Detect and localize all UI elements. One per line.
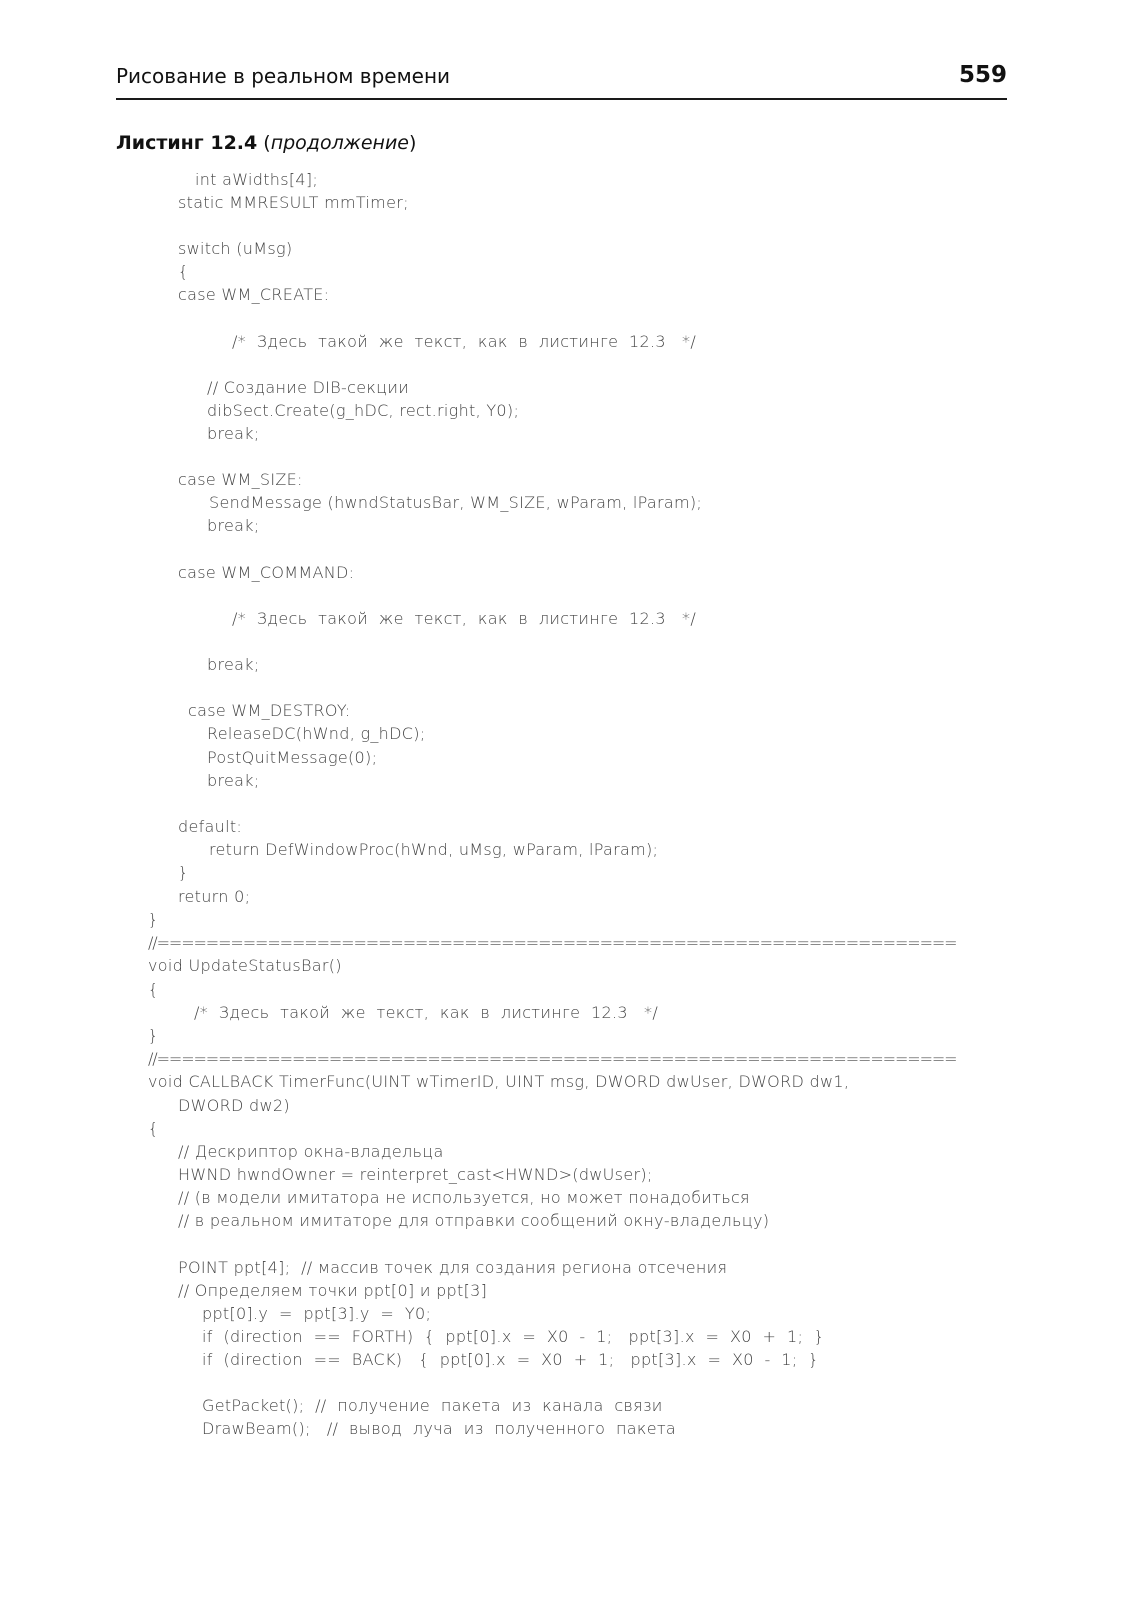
code-line: DWORD dw2) [178,1096,290,1115]
code-line: // в реальном имитаторе для отправки сообщений окну-владельцу) [178,1211,770,1230]
code-line: } [148,1026,159,1045]
code-line: static MMRESULT mmTimer; [178,193,409,212]
code-line: // Определяем точки ppt[0] и ppt[3] [178,1281,488,1300]
code-line: break; [207,655,260,674]
code-line: PostQuitMessage(0); [207,748,378,767]
code-line: DrawBeam(); // вывод луча из полученного пакета [202,1419,677,1438]
code-line: break; [207,771,260,790]
code-line: ReleaseDC(hWnd, g_hDC); [207,724,426,743]
code-line: // (в модели имитатора не используется, но может понадобиться [178,1188,750,1207]
listing-label: Листинг 12.4 [116,132,258,154]
code-line: { [148,1119,159,1138]
code-line: { [178,262,189,281]
page-number: 559 [958,62,1007,88]
code-line: { [148,980,159,999]
code-line: // Создание DIB-секции [207,378,410,397]
code-line: if (direction == BACK) { ppt[0].x = X0 + 1; ppt[3].x = X0 - 1; } [202,1350,819,1369]
code-line: } [178,863,189,882]
code-line: default: [178,817,243,836]
code-line: GetPacket(); // получение пакета из канала связи [202,1396,663,1415]
code-line: break; [207,516,260,535]
code-line: dibSect.Create(g_hDC, rect.right, Y0); [207,401,520,420]
listing-continuation: продолжение [270,132,409,154]
code-line: } [148,910,159,929]
code-line: case WM_CREATE: [178,285,330,304]
code-line: SendMessage (hwndStatusBar, WM_SIZE, wParam, lParam); [209,493,703,512]
separator-line: //================================================================= [148,933,957,952]
code-line: break; [207,424,260,443]
code-line: switch (uMsg) [178,239,293,258]
code-line: int aWidths[4]; [195,170,319,189]
code-line: void CALLBACK TimerFunc(UINT wTimerID, UINT msg, DWORD dwUser, DWORD dw1, [148,1072,850,1091]
code-line: /* Здесь такой же текст, как в листинге 12.3 */ [232,332,697,351]
code-line: case WM_DESTROY: [188,701,351,720]
separator-line: //================================================================= [148,1049,957,1068]
code-line: ppt[0].y = ppt[3].y = Y0; [202,1304,432,1323]
code-line: case WM_SIZE: [178,470,303,489]
code-line: if (direction == FORTH) { ppt[0].x = X0 - 1; ppt[3].x = X0 + 1; } [202,1327,825,1346]
code-line: return 0; [178,887,251,906]
code-line: return DefWindowProc(hWnd, uMsg, wParam, lParam); [209,840,659,859]
code-line: HWND hwndOwner = reinterpret_cast<HWND>(dwUser); [178,1165,653,1184]
listing-heading: Листинг 12.4 (продолжение) [116,132,417,154]
code-line: /* Здесь такой же текст, как в листинге 12.3 */ [194,1003,659,1022]
code-line: void UpdateStatusBar() [148,956,342,975]
code-line: // Дескриптор окна-владельца [178,1142,444,1161]
chapter-title: Рисование в реальном времени [116,64,451,88]
code-line: POINT ppt[4]; // массив точек для создания региона отсечения [178,1258,728,1277]
code-line: case WM_COMMAND: [178,563,355,582]
code-line: /* Здесь такой же текст, как в листинге 12.3 */ [232,609,697,628]
